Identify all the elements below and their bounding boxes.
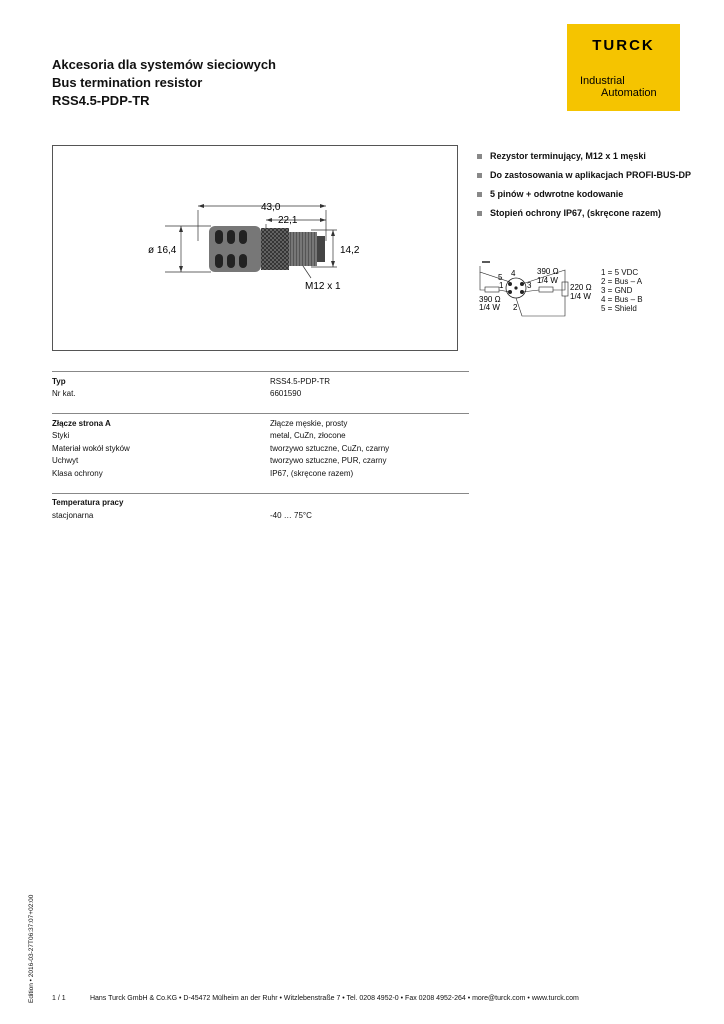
edition-stamp: Edition • 2016-03-27T06:37:07+02:00: [28, 894, 35, 1003]
svg-text:3: 3: [527, 281, 532, 290]
dim-length: 43,0: [261, 202, 281, 213]
company-address: Hans Turck GmbH & Co.KG • D-45472 Mülheim an der Ruhr • Witzlebenstraße 7 • Tel. 0208 4952-0 • Fax 0208 4952-264 • more@turck.com • www.turck.com: [89, 995, 579, 1002]
spec-row: Temperatura pracy: [52, 493, 469, 510]
page-footer: [52, 995, 579, 1002]
title-line-3: RSS4.5-PDP-TR: [52, 93, 150, 108]
svg-text:1: 1: [499, 281, 504, 290]
wiring-diagram: [477, 258, 601, 320]
spec-row: Materiał wokół styków tworzywo sztuczne, CuZn, czarny: [52, 443, 390, 453]
dim-diameter: ø 16,4: [148, 245, 177, 256]
svg-text:2: 2: [513, 303, 518, 312]
pin-item: 2 = Bus – A: [601, 277, 643, 286]
svg-text:5: 5: [498, 273, 503, 282]
logo-subtitle-2: Automation: [601, 87, 657, 99]
svg-text:390 Ω: 390 Ω: [537, 267, 559, 276]
svg-text:1/4 W: 1/4 W: [570, 292, 591, 301]
feature-item: Do zastosowania w aplikacjach PROFI-BUS-DP: [477, 169, 697, 182]
pin-item: 1 = 5 VDC: [601, 268, 639, 277]
dim-height: 14,2: [340, 245, 360, 256]
knurled-nut: [261, 228, 289, 270]
svg-text:390 Ω: 390 Ω: [479, 295, 501, 304]
logo-text: TURCK: [592, 37, 655, 54]
bullet-icon: [477, 192, 482, 197]
svg-text:220 Ω: 220 Ω: [570, 283, 592, 292]
feature-item: 5 pinów + odwrotne kodowanie: [477, 188, 697, 201]
resistor-r2: [539, 287, 553, 292]
title-line-1: Akcesoria dla systemów sieciowych: [52, 57, 276, 72]
spec-row: Uchwyt tworzywo sztuczne, PUR, czarny: [52, 456, 387, 466]
thread: [289, 232, 317, 266]
bullet-icon: [477, 154, 482, 159]
product-drawing-frame: [52, 145, 458, 351]
bullet-icon: [477, 173, 482, 178]
thread-label: M12 x 1: [305, 281, 341, 292]
document-title: [52, 56, 276, 110]
page-number: 1 / 1: [52, 995, 66, 1002]
svg-text:1/4 W: 1/4 W: [479, 303, 500, 312]
feature-item: Rezystor terminujący, M12 x 1 męski: [477, 150, 697, 163]
spec-row: Typ RSS4.5-PDP-TR: [52, 371, 469, 388]
pin-assignment-list: [601, 268, 643, 313]
connector-drawing: [53, 146, 457, 350]
spec-row: Nr kat. 6601590: [52, 389, 302, 399]
resistor-r1: [485, 287, 499, 292]
dim-thread-length: 22,1: [278, 215, 298, 226]
spec-row: Złącze strona A Złącze męskie, prosty: [52, 413, 469, 430]
svg-text:1/4 W: 1/4 W: [537, 276, 558, 285]
pin-item: 3 = GND: [601, 286, 633, 295]
spec-row: Klasa ochrony IP67, (skręcone razem): [52, 468, 354, 478]
bullet-icon: [477, 211, 482, 216]
feature-list: [477, 150, 697, 226]
pin-item: 4 = Bus – B: [601, 295, 643, 304]
svg-text:4: 4: [511, 269, 516, 278]
spec-table: [52, 365, 469, 522]
spec-row: Styki metal, CuZn, złocone: [52, 431, 346, 441]
feature-item: Stopień ochrony IP67, (skręcone razem): [477, 207, 697, 220]
spec-row: stacjonarna -40 … 75°C: [52, 510, 312, 520]
pin-item: 5 = Shield: [601, 304, 637, 313]
title-line-2: Bus termination resistor: [52, 75, 203, 90]
logo-subtitle-1: Industrial: [580, 75, 625, 87]
brand-logo-wordmark: [567, 24, 680, 67]
